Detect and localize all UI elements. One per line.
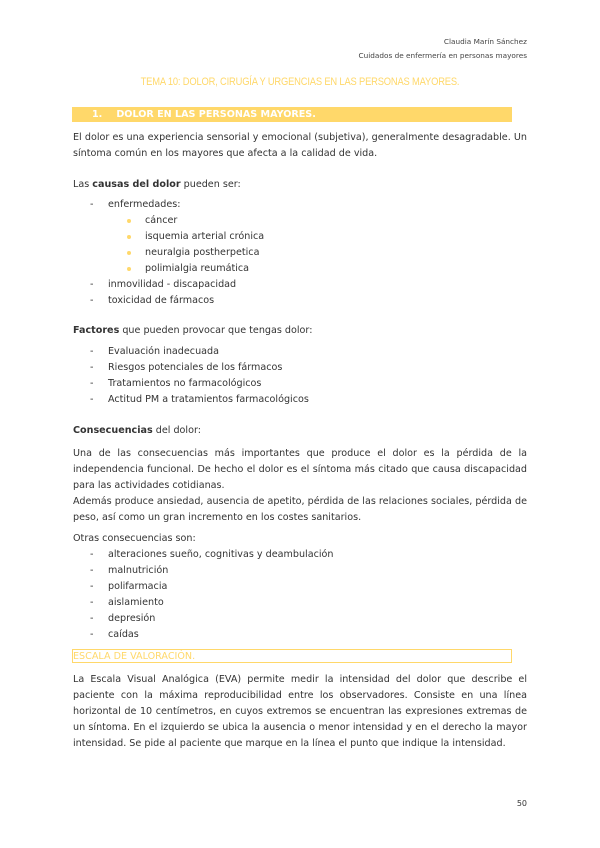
intro-paragraph: El dolor es una experiencia sensorial y emocional (subjetiva), generalmente desagradable. Un síntoma común en los mayores que afecta a la calidad de vida. [73,132,527,159]
escala-heading: ESCALA DE VALORACIÓN. [72,649,512,663]
list-item: - malnutrición [90,565,169,576]
section-heading [72,107,512,122]
document-page: Claudia Marín Sánchez Cuidados de enfermería en personas mayores TEMA 10: DOLOR, CIRUGÍA Y URGENCIAS EN LAS PERSONAS MAYORES. 1. DOLOR EN LAS PERSONAS MAYORES. El dolor es una experiencia sensorial y emocional (subjetiva), generalmente desagradable. Un síntoma común en los mayores que afecta a la calidad de vida. Las causas del dolor pueden ser: - enfermedades: cáncer isquemia arterial crónica neuralgia postherpetica polimialgia reumática - inmovilidad - discapacidad - toxicidad de fármacos Factores que pueden provocar que tengas dolor: - Evaluación inadecuada - Riesgos potenciales de los fármacos - Tratamientos no farmacológicos - Actitud PM a tratamientos farmacológicos Consecuencias del dolor: Una de las consecuencias más importantes que produce el dolor es la pérdida de la independencia funcional. De hecho el dolor es el síntoma más citado que causa discapacidad para las actividades cotidianas. Además produce ansiedad, ausencia de apetito, pérdida de las relaciones sociales, pérdida de peso, así como un gran incremento en los costes sanitarios. Otras consecuencias son: - alteraciones sueño, cognitivas y deambulación - malnutrición - polifarmacia - aislamiento - depresión - caídas ESCALA DE VALORACIÓN. La Escala Visual Analógica (EVA) permite medir la intensidad del dolor que describe el paciente con la máxima reproducibilidad entre los observadores. Consiste en una línea horizontal de 10 centímetros, en cuyos extremos se encuentran las expresiones extremas de un síntoma. En el izquierdo se ubica la ausencia o menor intensidad y en el derecho la mayor intensidad. Se pide al paciente que marque en la línea el punto que indique la intensidad. 50 [0,0,600,848]
section-number: 1. [92,109,103,120]
list-item: - alteraciones sueño, cognitivas y deambulación [90,549,334,560]
list-item: - caídas [90,629,139,640]
header-course: Cuidados de enfermería en personas mayores [358,51,527,60]
list-item: - inmovilidad - discapacidad [90,279,237,290]
escala-paragraph: La Escala Visual Analógica (EVA) permite medir la intensidad del dolor que describe el paciente con la máxima reproducibilidad entre los observadores. Consiste en una línea horizontal de 10 centímetros, en cuyos extremos se encuentran las expresiones extremas de un síntoma. En el izquierdo se ubica la ausencia o menor intensidad y en el derecho la mayor intensidad. Se pide al paciente que marque en la línea el punto que indique la intensidad. [73,674,527,749]
list-item: - depresión [90,613,156,624]
list-item: - Actitud PM a tratamientos farmacológicos [90,394,309,405]
consecuencias-heading: Consecuencias del dolor: [73,425,201,436]
consecuencias-paragraph-2: Además produce ansiedad, ausencia de apetito, pérdida de las relaciones sociales, pérdida de peso, así como un gran incremento en los costes sanitarios. [73,496,527,523]
list-item: - polifarmacia [90,581,168,592]
page-title: TEMA 10: DOLOR, CIRUGÍA Y URGENCIAS EN LAS PERSONAS MAYORES. [140,76,460,88]
list-item: - aislamiento [90,597,164,608]
bullet-icon [127,267,131,271]
causas-heading: Las causas del dolor pueden ser: [73,179,241,190]
otras-heading: Otras consecuencias son: [73,533,196,544]
page-number: 50 [516,799,527,808]
bullet-icon [127,251,131,255]
bullet-icon [127,219,131,223]
list-item: - Riesgos potenciales de los fármacos [90,362,283,373]
list-item: - toxicidad de fármacos [90,295,215,306]
header-author: Claudia Marín Sánchez [443,37,527,46]
list-item: - Tratamientos no farmacológicos [90,378,262,389]
section-title: DOLOR EN LAS PERSONAS MAYORES. [116,109,316,120]
factores-heading: Factores que pueden provocar que tengas dolor: [73,325,313,336]
list-item: - enfermedades: [90,199,181,210]
list-item: - Evaluación inadecuada [90,346,220,357]
consecuencias-paragraph-1: Una de las consecuencias más importantes que produce el dolor es la pérdida de la independencia funcional. De hecho el dolor es el síntoma más citado que causa discapacidad para las actividades cotidianas. [73,448,527,491]
bullet-icon [127,235,131,239]
